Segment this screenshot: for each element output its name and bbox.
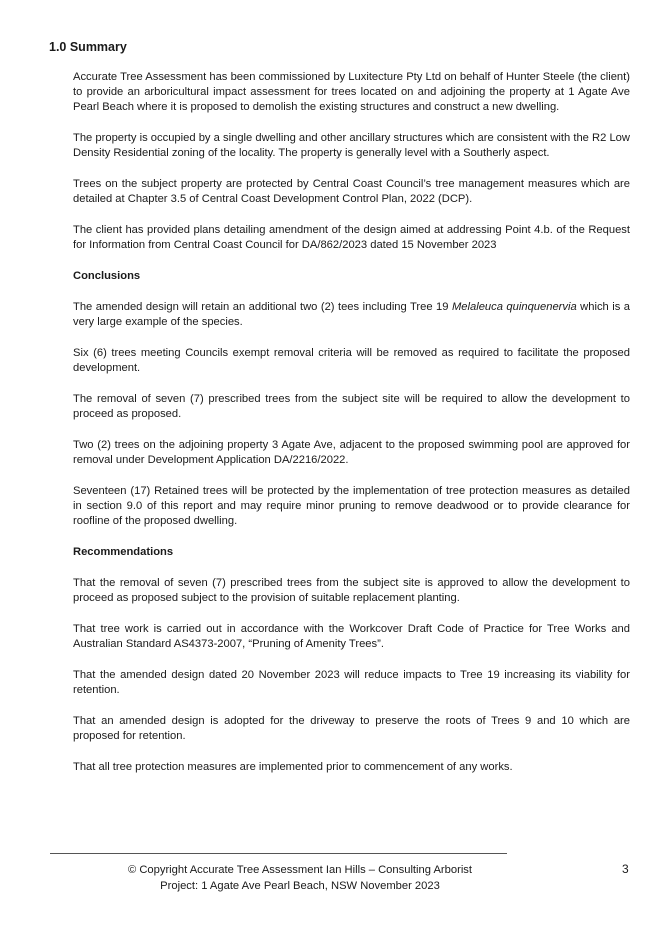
footer-divider: [50, 853, 507, 854]
page-number: 3: [622, 862, 629, 876]
conclusion-paragraph-prescribed: The removal of seven (7) prescribed trees from the subject site will be required to allow the development to proceed as proposed.: [73, 393, 630, 421]
recommendation-paragraph-amended-design: That the amended design dated 20 November 2023 will reduce impacts to Tree 19 increasing its viability for retention.: [73, 669, 630, 697]
conclusion-paragraph-retained: Seventeen (17) Retained trees will be protected by the implementation of tree protection measures as detailed in section 9.0 of this report and may require minor pruning to remove deadwood or to provide clearance for roofline of the proposed dwelling.: [73, 485, 630, 528]
intro-paragraph-commission: Accurate Tree Assessment has been commissioned by Luxitecture Pty Ltd on behalf of Hunter Steele (the client) to provide an arboricultural impact assessment for trees located on and adjoining the property at 1 Agate Ave Pearl Beach where it is proposed to demolish the existing structures and construct a new dwelling.: [73, 71, 630, 114]
conclusion-paragraph-adjoining: Two (2) trees on the adjoining property 3 Agate Ave, adjacent to the proposed swimming pool are approved for removal under Development Application DA/2216/2022.: [73, 439, 630, 467]
footer-copyright: © Copyright Accurate Tree Assessment Ian Hills – Consulting Arborist: [127, 864, 473, 876]
species-name: Melaleuca quinquenervia: [451, 301, 577, 313]
recommendation-paragraph-protection: That all tree protection measures are implemented prior to commencement of any works.: [73, 761, 513, 773]
recommendation-paragraph-tree-work: That tree work is carried out in accordance with the Workcover Draft Code of Practice for Tree Works and Australian Standard AS4373-2007, “Pruning of Amenity Trees”.: [73, 623, 630, 651]
summary-body: [73, 70, 630, 791]
conclusion-paragraph-retain: [73, 300, 630, 330]
intro-paragraph-protection: Trees on the subject property are protected by Central Coast Council’s tree management measures which are detailed at Chapter 3.5 of Central Coast Development Control Plan, 2022 (DCP).: [73, 178, 630, 206]
conclusion-text-before: The amended design will retain an additional two (2) tees including Tree 19: [73, 301, 452, 313]
recommendation-paragraph-driveway: That an amended design is adopted for the driveway to preserve the roots of Trees 9 and 10 which are proposed for retention.: [73, 715, 630, 743]
recommendations-heading: Recommendations: [73, 546, 174, 559]
recommendation-paragraph-removal: That the removal of seven (7) prescribed trees from the subject site is approved to allow the development to proceed as proposed subject to the provision of suitable replacement planting.: [73, 577, 630, 605]
intro-paragraph-property: The property is occupied by a single dwelling and other ancillary structures which are consistent with the R2 Low Density Residential zoning of the locality. The property is generally level with a Southerly aspect.: [73, 132, 630, 160]
conclusion-text-after: which is a very large example of the species.: [73, 301, 631, 329]
intro-paragraph-amendment: The client has provided plans detailing amendment of the design aimed at addressing Point 4.b. of the Request for Information from Central Coast Council for DA/862/2023 dated 15 November 2023: [73, 224, 630, 252]
conclusion-paragraph-exempt: Six (6) trees meeting Councils exempt removal criteria will be removed as required to facilitate the proposed development.: [73, 347, 630, 375]
footer: [50, 862, 550, 894]
section-title: 1.0 Summary: [49, 40, 127, 54]
footer-project: Project: 1 Agate Ave Pearl Beach, NSW November 2023: [160, 880, 440, 892]
conclusions-heading: Conclusions: [73, 270, 141, 283]
